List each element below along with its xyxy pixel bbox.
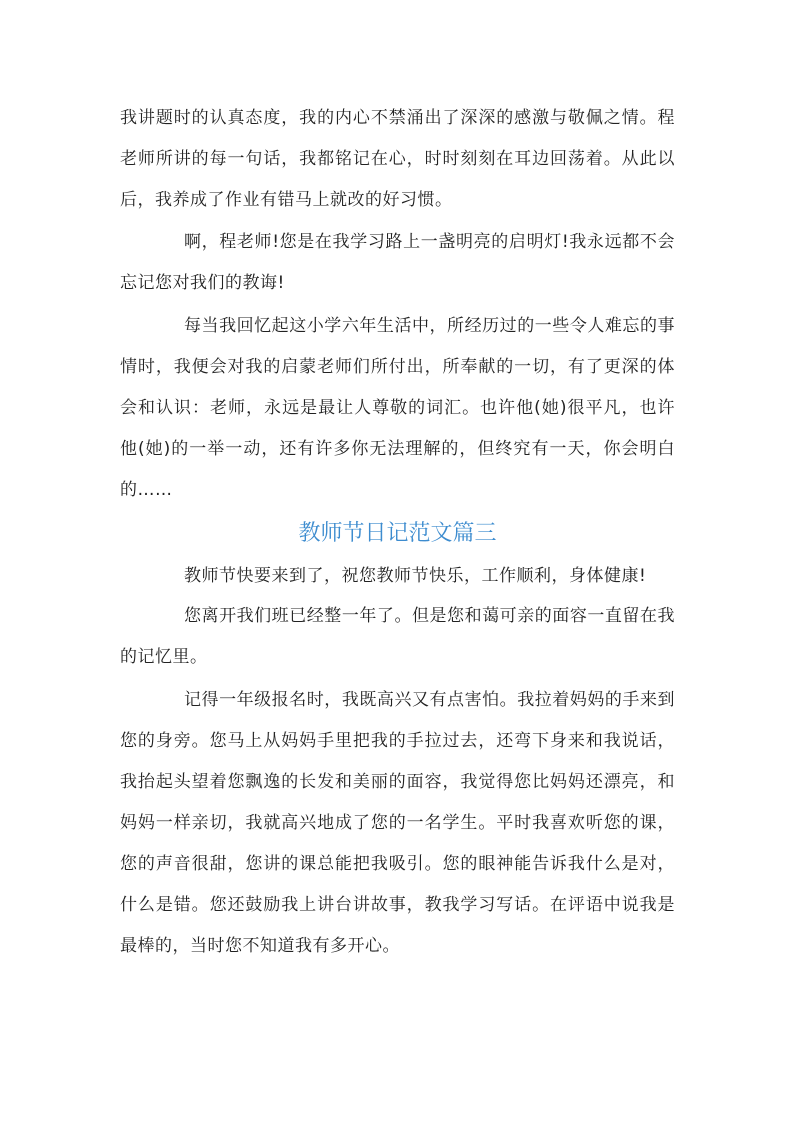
paragraph: 每当我回忆起这小学六年生活中，所经历过的一些令人难忘的事情时，我便会对我的启蒙老师们所付出，所奉献的一切，有了更深的体会和认识：老师，永远是最让人尊敬的词汇。也许他(她)很平凡，也许他(她)的一举一动，还有许多你无法理解的，但终究有一天，你会明白的…… — [120, 316, 675, 500]
paragraph: 教师节快要来到了，祝您教师节快乐，工作顺利，身体健康! — [184, 566, 647, 586]
paragraph: 我讲题时的认真态度，我的内心不禁涌出了深深的感激与敬佩之情。程老师所讲的每一句话，我都铭记在心，时时刻刻在耳边回荡着。从此以后，我养成了作业有错马上就改的好习惯。 — [120, 108, 675, 210]
document-page — [120, 0, 675, 1123]
paragraph: 您离开我们班已经整一年了。但是您和蔼可亲的面容一直留在我的记忆里。 — [120, 606, 675, 667]
paragraph: 记得一年级报名时，我既高兴又有点害怕。我拉着妈妈的手来到您的身旁。您马上从妈妈手里把我的手拉过去，还弯下身来和我说话，我抬起头望着您飘逸的长发和美丽的面容，我觉得您比妈妈还漂亮，和妈妈一样亲切，我就高兴地成了您的一名学生。平时我喜欢听您的课，您的声音很甜，您讲的课总能把我吸引。您的眼神能告诉我什么是对，什么是错。您还鼓励我上讲台讲故事，教我学习写话。在评语中说我是最棒的，当时您不知道我有多开心。 — [120, 690, 675, 956]
section-heading: 教师节日记范文篇三 — [298, 521, 497, 546]
paragraph: 啊，程老师!您是在我学习路上一盏明亮的启明灯!我永远都不会忘记您对我们的教诲! — [120, 232, 675, 293]
